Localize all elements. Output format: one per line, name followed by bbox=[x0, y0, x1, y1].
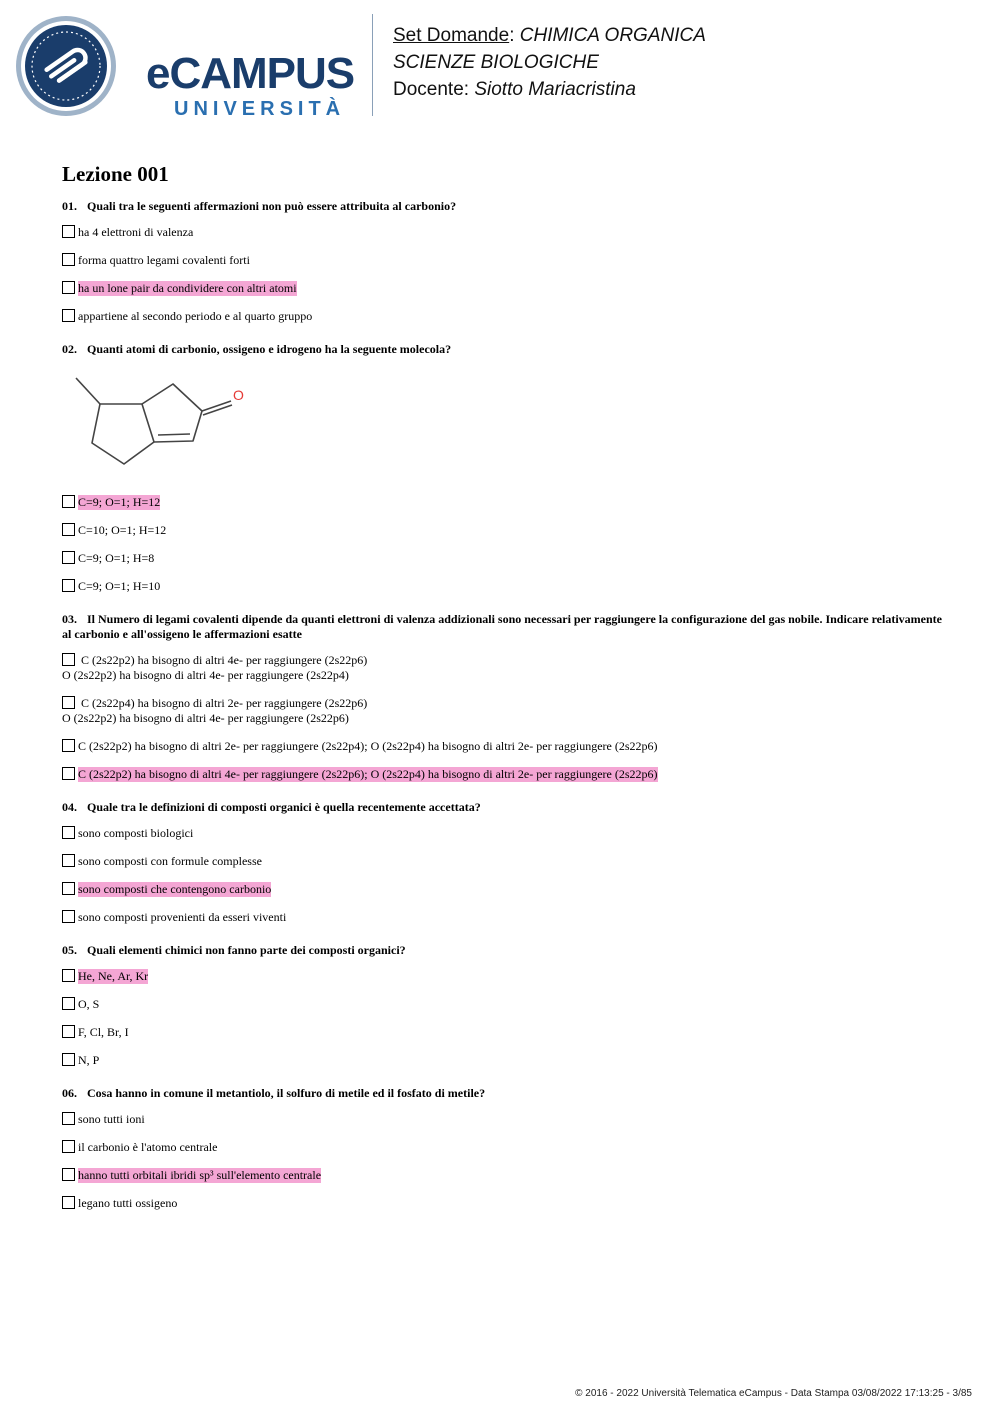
answer-text: ha 4 elettroni di valenza bbox=[78, 225, 194, 239]
answer-text-correct: hanno tutti orbitali ibridi sp³ sull'elemento centrale bbox=[78, 1168, 322, 1182]
answer-option[interactable] bbox=[62, 653, 942, 683]
ecampus-seal-icon bbox=[14, 14, 118, 118]
oxygen-label: O bbox=[233, 387, 244, 403]
question-text: 06. Cosa hanno in comune il metantiolo, il solfuro di metile ed il fosfato di metile? bbox=[62, 1086, 486, 1100]
answer-text-correct: ha un lone pair da condividere con altri atomi bbox=[78, 281, 297, 295]
answer-option[interactable] bbox=[62, 1112, 942, 1127]
answer-text: C=9; O=1; H=10 bbox=[78, 579, 161, 593]
set-line: Set Domande: CHIMICA ORGANICA bbox=[393, 25, 706, 46]
answer-option[interactable] bbox=[62, 882, 942, 897]
question-number: 06. bbox=[62, 1086, 77, 1100]
brand-name: eCAMPUS bbox=[146, 49, 355, 98]
answer-text: C=10; O=1; H=12 bbox=[78, 523, 167, 537]
teacher-name: Siotto Mariacristina bbox=[474, 79, 636, 100]
answer-option[interactable] bbox=[62, 826, 942, 841]
answer-option[interactable] bbox=[62, 854, 942, 869]
answer-text-correct: He, Ne, Ar, Kr bbox=[78, 969, 149, 983]
question-text: 01. Quali tra le seguenti affermazioni non può essere attribuita al carbonio? bbox=[62, 199, 457, 213]
answer-option[interactable] bbox=[62, 1053, 942, 1068]
lesson-title: Lezione 001 bbox=[62, 162, 169, 186]
answer-option[interactable] bbox=[62, 739, 942, 754]
answer-checkbox[interactable] bbox=[62, 1053, 75, 1066]
answer-text: C (2s22p2) ha bisogno di altri 2e- per raggiungere (2s22p4); O (2s22p4) ha bisogno di altri 2e- per raggiungere (2s22p6) bbox=[78, 739, 658, 753]
question-text: 02. Quanti atomi di carbonio, ossigeno e idrogeno ha la seguente molecola? bbox=[62, 342, 452, 356]
molecule-structure-image bbox=[62, 370, 262, 480]
answer-text: appartiene al secondo periodo e al quarto gruppo bbox=[78, 309, 313, 323]
answer-checkbox[interactable] bbox=[62, 1140, 75, 1153]
question-number: 05. bbox=[62, 943, 77, 957]
answer-checkbox[interactable] bbox=[62, 882, 75, 895]
answer-checkbox[interactable] bbox=[62, 579, 75, 592]
question-02 bbox=[62, 342, 942, 594]
answer-checkbox[interactable] bbox=[62, 1112, 75, 1125]
answer-text-line1: C (2s22p2) ha bisogno di altri 4e- per raggiungere (2s22p6) bbox=[81, 653, 368, 667]
question-number: 03. bbox=[62, 612, 77, 626]
question-05 bbox=[62, 943, 942, 1068]
answer-text: O, S bbox=[78, 997, 100, 1011]
answer-checkbox[interactable] bbox=[62, 696, 75, 709]
answer-option[interactable] bbox=[62, 1196, 942, 1211]
answer-option[interactable] bbox=[62, 767, 942, 782]
answer-text-line2: O (2s22p2) ha bisogno di altri 4e- per raggiungere (2s22p4) bbox=[62, 668, 349, 682]
answer-checkbox[interactable] bbox=[62, 523, 75, 536]
teacher-label: Docente bbox=[393, 79, 464, 100]
answer-text: F, Cl, Br, I bbox=[78, 1025, 129, 1039]
answer-text: legano tutti ossigeno bbox=[78, 1196, 178, 1210]
answer-checkbox[interactable] bbox=[62, 551, 75, 564]
answer-option[interactable] bbox=[62, 281, 942, 296]
answer-option[interactable] bbox=[62, 309, 942, 324]
answer-text-correct: sono composti che contengono carbonio bbox=[78, 882, 272, 896]
answer-checkbox[interactable] bbox=[62, 309, 75, 322]
answer-checkbox[interactable] bbox=[62, 281, 75, 294]
header-info bbox=[393, 22, 706, 103]
subject: CHIMICA ORGANICA bbox=[519, 25, 706, 46]
question-01 bbox=[62, 199, 942, 324]
answer-text: N, P bbox=[78, 1053, 100, 1067]
answer-option[interactable] bbox=[62, 495, 942, 510]
answer-text: sono composti con formule complesse bbox=[78, 854, 262, 868]
answer-text-correct: C (2s22p2) ha bisogno di altri 4e- per raggiungere (2s22p6); O (2s22p4) ha bisogno di altri 2e- per raggiungere (2s22p6) bbox=[78, 767, 658, 781]
answer-checkbox[interactable] bbox=[62, 997, 75, 1010]
answer-text-line1: C (2s22p4) ha bisogno di altri 2e- per raggiungere (2s22p6) bbox=[81, 696, 368, 710]
question-text: 05. Quali elementi chimici non fanno parte dei composti organici? bbox=[62, 943, 406, 957]
answer-option[interactable] bbox=[62, 523, 942, 538]
question-text: 04. Quale tra le definizioni di composti organici è quella recentemente accettata? bbox=[62, 800, 481, 814]
question-number: 01. bbox=[62, 199, 77, 213]
answer-option[interactable] bbox=[62, 551, 942, 566]
question-04 bbox=[62, 800, 942, 925]
answer-text: sono composti biologici bbox=[78, 826, 194, 840]
answer-option[interactable] bbox=[62, 910, 942, 925]
answer-option[interactable] bbox=[62, 1025, 942, 1040]
answer-text-line2: O (2s22p2) ha bisogno di altri 4e- per raggiungere (2s22p6) bbox=[62, 711, 349, 725]
set-label: Set Domande bbox=[393, 25, 510, 46]
teacher-line: Docente: Siotto Mariacristina bbox=[393, 79, 636, 100]
answer-text: sono tutti ioni bbox=[78, 1112, 145, 1126]
course-line bbox=[393, 49, 706, 76]
course: SCIENZE BIOLOGICHE bbox=[393, 52, 599, 73]
question-03 bbox=[62, 612, 942, 782]
answer-text: il carbonio è l'atomo centrale bbox=[78, 1140, 218, 1154]
page-footer: © 2016 - 2022 Università Telematica eCampus - Data Stampa 03/08/2022 17:13:25 - 3/85 bbox=[575, 1388, 972, 1399]
answer-checkbox[interactable] bbox=[62, 826, 75, 839]
answer-option[interactable] bbox=[62, 1168, 942, 1183]
answer-text: C=9; O=1; H=8 bbox=[78, 551, 155, 565]
answer-text: sono composti provenienti da esseri viventi bbox=[78, 910, 287, 924]
header-divider bbox=[372, 14, 373, 116]
answer-checkbox[interactable] bbox=[62, 495, 75, 508]
question-set bbox=[62, 160, 942, 1229]
question-number: 04. bbox=[62, 800, 77, 814]
answer-checkbox[interactable] bbox=[62, 1196, 75, 1209]
answer-checkbox[interactable] bbox=[62, 969, 75, 982]
answer-checkbox[interactable] bbox=[62, 854, 75, 867]
answer-checkbox[interactable] bbox=[62, 225, 75, 238]
answer-checkbox[interactable] bbox=[62, 1025, 75, 1038]
answer-option[interactable] bbox=[62, 579, 942, 594]
answer-option[interactable] bbox=[62, 253, 942, 268]
answer-option[interactable] bbox=[62, 225, 942, 240]
answer-checkbox[interactable] bbox=[62, 653, 75, 666]
answer-option[interactable] bbox=[62, 969, 942, 984]
answer-checkbox[interactable] bbox=[62, 1168, 75, 1181]
answer-text: forma quattro legami covalenti forti bbox=[78, 253, 250, 267]
ecampus-logo bbox=[14, 14, 354, 118]
answer-checkbox[interactable] bbox=[62, 767, 75, 780]
answer-text-correct: C=9; O=1; H=12 bbox=[78, 495, 161, 509]
answer-checkbox[interactable] bbox=[62, 739, 75, 752]
question-number: 02. bbox=[62, 342, 77, 356]
answer-option[interactable] bbox=[62, 1140, 942, 1155]
question-06 bbox=[62, 1086, 942, 1211]
answer-option[interactable] bbox=[62, 997, 942, 1012]
question-text: 03. Il Numero di legami covalenti dipende da quanti elettroni di valenza addizionali sono necessari per raggiungere la configurazione del gas nobile. Indicare relativamente al carbonio e all'ossigeno le affermazioni esatte bbox=[62, 612, 942, 641]
answer-checkbox[interactable] bbox=[62, 910, 75, 923]
answer-checkbox[interactable] bbox=[62, 253, 75, 266]
answer-option[interactable] bbox=[62, 696, 942, 726]
brand-subtitle: UNIVERSITÀ bbox=[174, 98, 346, 120]
